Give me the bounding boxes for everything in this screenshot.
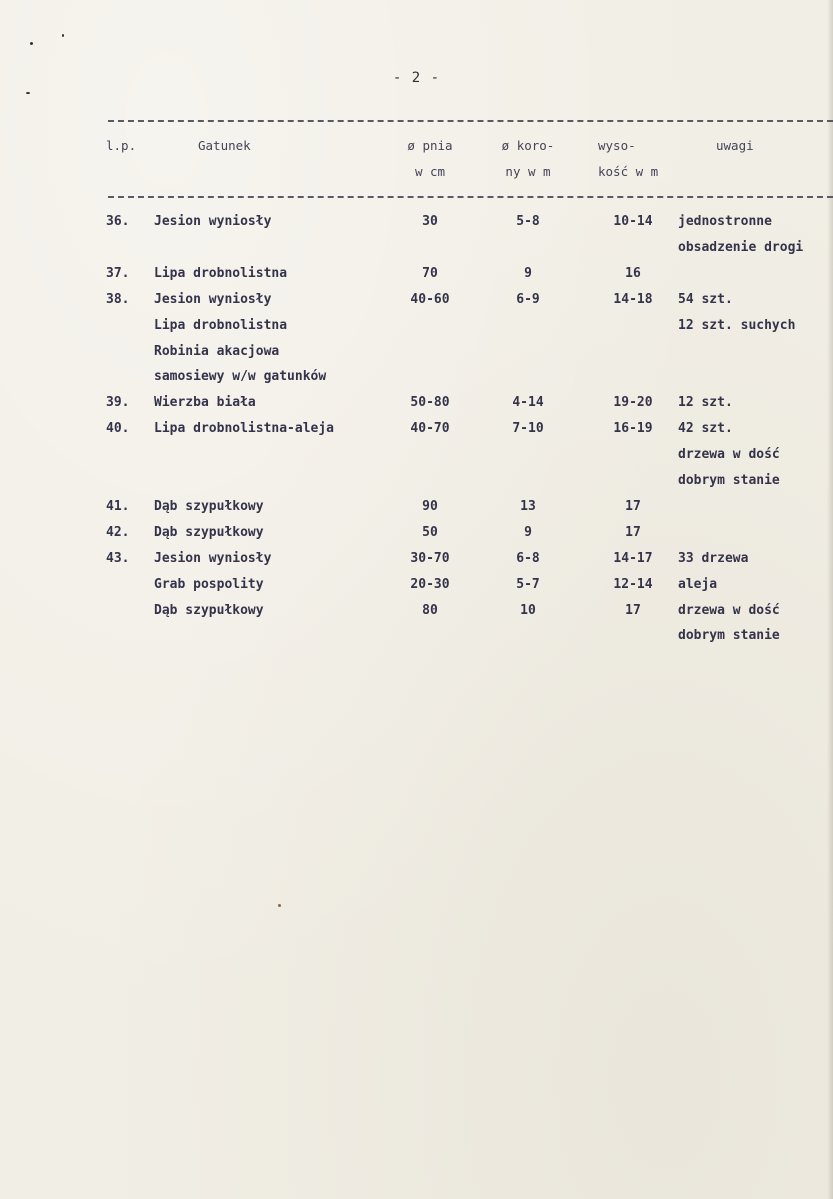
row-remarks: 12 szt. — [678, 395, 733, 410]
row-lp: 41. — [106, 499, 130, 514]
row-lp: 42. — [106, 525, 130, 540]
row-lp: 43. — [106, 551, 130, 566]
row-species: Lipa drobnolistna — [154, 266, 288, 281]
row-remarks: dobrym stanie — [678, 628, 780, 643]
row-remarks: 33 drzewa — [678, 551, 749, 566]
row-crown-diameter: 4-14 — [512, 395, 544, 410]
header-wysokosc-line2: kość w m — [598, 164, 659, 179]
row-species: Jesion wyniosły — [154, 551, 272, 566]
row-lp: 36. — [106, 214, 130, 229]
row-species: Dąb szypułkowy — [154, 603, 264, 618]
row-crown-diameter: 9 — [524, 266, 532, 281]
row-height: 17 — [625, 603, 641, 618]
row-remarks: aleja — [678, 577, 718, 592]
row-crown-diameter: 9 — [524, 525, 532, 540]
row-trunk-diameter: 40-70 — [410, 421, 450, 436]
row-height: 14-17 — [613, 551, 653, 566]
row-remarks: drzewa w dość — [678, 603, 780, 618]
row-lp: 39. — [106, 395, 130, 410]
row-height: 16-19 — [613, 421, 653, 436]
row-trunk-diameter: 80 — [422, 603, 438, 618]
row-species: Wierzba biała — [154, 395, 256, 410]
row-remarks: 42 szt. — [678, 421, 733, 436]
row-trunk-diameter: 30 — [422, 214, 438, 229]
row-lp: 38. — [106, 292, 130, 307]
header-uwagi: uwagi — [716, 138, 754, 153]
row-trunk-diameter: 30-70 — [410, 551, 450, 566]
row-remarks: 12 szt. suchych — [678, 318, 796, 333]
ink-speck — [30, 42, 33, 45]
header-gatunek: Gatunek — [198, 138, 251, 153]
row-species: Dąb szypułkowy — [154, 525, 264, 540]
row-height: 16 — [625, 266, 641, 281]
row-trunk-diameter: 50-80 — [410, 395, 450, 410]
header-wysokosc-line1: wyso- — [598, 138, 636, 153]
row-lp: 37. — [106, 266, 130, 281]
row-height: 17 — [625, 525, 641, 540]
row-remarks: 54 szt. — [678, 292, 733, 307]
row-crown-diameter: 6-9 — [516, 292, 540, 307]
row-crown-diameter: 13 — [520, 499, 536, 514]
row-remarks: drzewa w dość — [678, 447, 780, 462]
row-height: 12-14 — [613, 577, 653, 592]
row-species: Lipa drobnolistna — [154, 318, 288, 333]
row-species: samosiewy w/w gatunków — [154, 369, 327, 384]
ink-speck — [26, 92, 30, 94]
row-species: Jesion wyniosły — [154, 292, 272, 307]
row-trunk-diameter: 20-30 — [410, 577, 450, 592]
table-top-rule — [108, 120, 833, 122]
paper-edge-shadow — [827, 0, 833, 1199]
row-species: Lipa drobnolistna-aleja — [154, 421, 335, 436]
header-korony-line2: ny w m — [505, 164, 551, 179]
row-crown-diameter: 10 — [520, 603, 536, 618]
ink-speck — [278, 904, 281, 907]
table-header-rule — [108, 196, 833, 198]
row-species: Jesion wyniosły — [154, 214, 272, 229]
row-remarks: dobrym stanie — [678, 473, 780, 488]
row-height: 14-18 — [613, 292, 653, 307]
page-number: - 2 - — [392, 70, 441, 86]
row-species: Dąb szypułkowy — [154, 499, 264, 514]
row-species: Grab pospolity — [154, 577, 264, 592]
row-species: Robinia akacjowa — [154, 344, 280, 359]
header-korony-line1: ø koro- — [501, 138, 555, 153]
row-crown-diameter: 6-8 — [516, 551, 540, 566]
row-trunk-diameter: 90 — [422, 499, 438, 514]
header-pnia-line2: w cm — [414, 164, 446, 179]
row-remarks: obsadzenie drogi — [678, 240, 804, 255]
row-height: 19-20 — [613, 395, 653, 410]
ink-speck — [62, 34, 64, 37]
row-trunk-diameter: 40-60 — [410, 292, 450, 307]
row-crown-diameter: 5-8 — [516, 214, 540, 229]
row-crown-diameter: 7-10 — [512, 421, 544, 436]
row-lp: 40. — [106, 421, 130, 436]
row-crown-diameter: 5-7 — [516, 577, 540, 592]
row-remarks: jednostronne — [678, 214, 772, 229]
row-height: 10-14 — [613, 214, 653, 229]
row-trunk-diameter: 50 — [422, 525, 438, 540]
header-pnia-line1: ø pnia — [407, 138, 453, 153]
header-lp: l.p. — [106, 138, 137, 153]
row-height: 17 — [625, 499, 641, 514]
row-trunk-diameter: 70 — [422, 266, 438, 281]
